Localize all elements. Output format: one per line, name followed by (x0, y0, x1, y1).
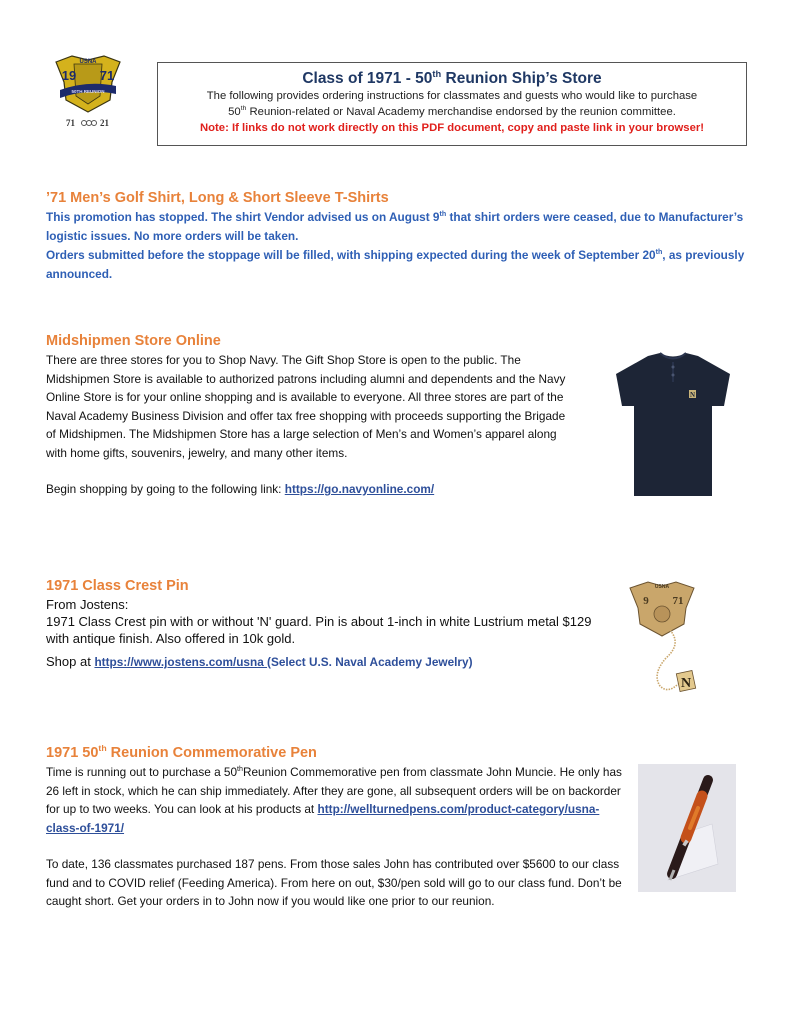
heading-text-post: Reunion Commemorative Pen (106, 745, 317, 761)
shop-intro-text: Shop at (46, 654, 95, 669)
svg-text:9: 9 (643, 595, 649, 607)
notice-text: This promotion has stopped. The shirt Vendor advised us on August 9 (46, 210, 440, 224)
svg-text:USNA: USNA (79, 59, 97, 65)
navyonline-link[interactable]: https://go.navyonline.com/ (284, 482, 435, 496)
commemorative-pen-image (638, 764, 736, 892)
notice-text-post: , as previously announced. (46, 248, 745, 281)
svg-text:N: N (689, 391, 696, 399)
section-midshipmen-store (46, 331, 566, 499)
pen-description (46, 763, 631, 837)
notice-text: Orders submitted before the stoppage will be filled, with shipping expected during the week of September 20 (46, 248, 656, 262)
title-text-post: Reunion Ship’s Store (441, 70, 602, 87)
notice-sup: th (439, 210, 447, 219)
header-note: Note: If links do not work directly on this PDF document, copy and paste link in your browser! (199, 122, 705, 134)
store-header-box (157, 62, 747, 146)
svg-text:N: N (680, 676, 692, 691)
section-heading-crest-pin: 1971 Class Crest Pin (46, 578, 189, 594)
pen-icon (638, 764, 736, 892)
desc-text: 50 (228, 106, 241, 118)
notice-sup: th (655, 248, 663, 257)
header-description-line2 (158, 104, 746, 120)
pen-text-post: Reunion Commemorative pen from classmate John Muncie. He only has 26 left in stock, which he can ship immediately. After they are gone, all subsequent orders will be on backorder for up to two weeks. You can look at his products at (46, 765, 622, 816)
section-commemorative-pen (46, 743, 631, 911)
title-text: Class of 1971 - 50 (302, 70, 433, 87)
heading-text: 1971 50 (46, 745, 99, 761)
section-crest-pin (46, 576, 606, 671)
golf-shirt-notice-1 (46, 208, 746, 246)
section-golf-shirt (46, 188, 746, 284)
section-heading-golf-shirt: ’71 Men’s Golf Shirt, Long & Short Sleeve T-Shirts (46, 190, 389, 206)
midshipmen-store-description: There are three stores for you to Shop Navy. The Gift Shop Store is open to the public. The Midshipmen Store is available to authorized patrons including alumni and dependents and the Navy Online Store is for your online shopping and is available to everyone. All three stores are part of the Naval Academy Business Division and offer tax free shopping with proceeds supporting the Brigade of Midshipmen. The Midshipmen Store has a large selection of Men’s and Women’s apparel along with home gifts, souvenirs, jewelry, and many other items. (46, 353, 566, 460)
polo-shirt-icon (608, 350, 738, 500)
svg-text:USNA: USNA (654, 584, 670, 590)
title-sup: th (432, 68, 442, 79)
golf-shirt-notice-2 (46, 246, 746, 284)
svg-text:21: 21 (100, 118, 109, 128)
crest-pin-icon (622, 574, 722, 699)
svg-text:71: 71 (99, 68, 115, 83)
jostens-link-note: (Select U.S. Naval Academy Jewelry) (267, 655, 473, 669)
section-heading-pen (46, 743, 631, 763)
desc-sup: th (240, 105, 247, 113)
page-title (158, 70, 746, 88)
svg-text:71: 71 (66, 118, 75, 128)
link-intro-text: Begin shopping by going to the following link: (46, 482, 285, 496)
section-heading-midshipmen-store: Midshipmen Store Online (46, 333, 221, 349)
crest-pin-source: From Jostens: (46, 597, 129, 612)
pen-sup: th (237, 765, 243, 774)
crest-pin-shop-line (46, 653, 606, 671)
crest-pin-description: 1971 Class Crest pin with or without 'N' guard. Pin is about 1-inch in white Lustrium metal $129 with antique finish. Also offered in 10k gold. (46, 614, 592, 646)
svg-text:71: 71 (672, 595, 684, 607)
crest-pin-image (622, 574, 722, 699)
pen-text: Time is running out to purchase a 50 (46, 765, 238, 779)
wellturnedpens-link[interactable]: http://wellturnedpens.com/product-category/usna-class-of-1971/ (46, 802, 600, 835)
jostens-link[interactable]: https://www.jostens.com/usna (94, 655, 268, 669)
notice-text-post: that shirt orders were ceased, due to Manufacturer’s logistic issues. No more orders will be taken. (46, 210, 744, 243)
heading-sup: th (98, 743, 107, 754)
header-description-line1: The following provides ordering instructions for classmates and guests who would like to purchase (206, 90, 698, 102)
svg-text:19: 19 (61, 68, 77, 83)
midshipmen-store-link-line (46, 480, 566, 499)
crest-logo-icon (52, 52, 124, 134)
pen-sales-summary: To date, 136 classmates purchased 187 pens. From those sales John has contributed over $5600 to our class fund and to COVID relief (Feeding America). From here on out, $30/pen sold will go to our class fund. Don’t be caught short. Get your orders in to John now if you would like one prior to our reunion. (46, 857, 622, 908)
desc-text-post: Reunion-related or Naval Academy merchandise endorsed by the reunion committee. (246, 106, 676, 118)
navy-polo-shirt-image (608, 350, 738, 500)
usna-1971-reunion-logo (52, 52, 124, 134)
svg-text:50TH REUNION: 50TH REUNION (71, 89, 105, 94)
